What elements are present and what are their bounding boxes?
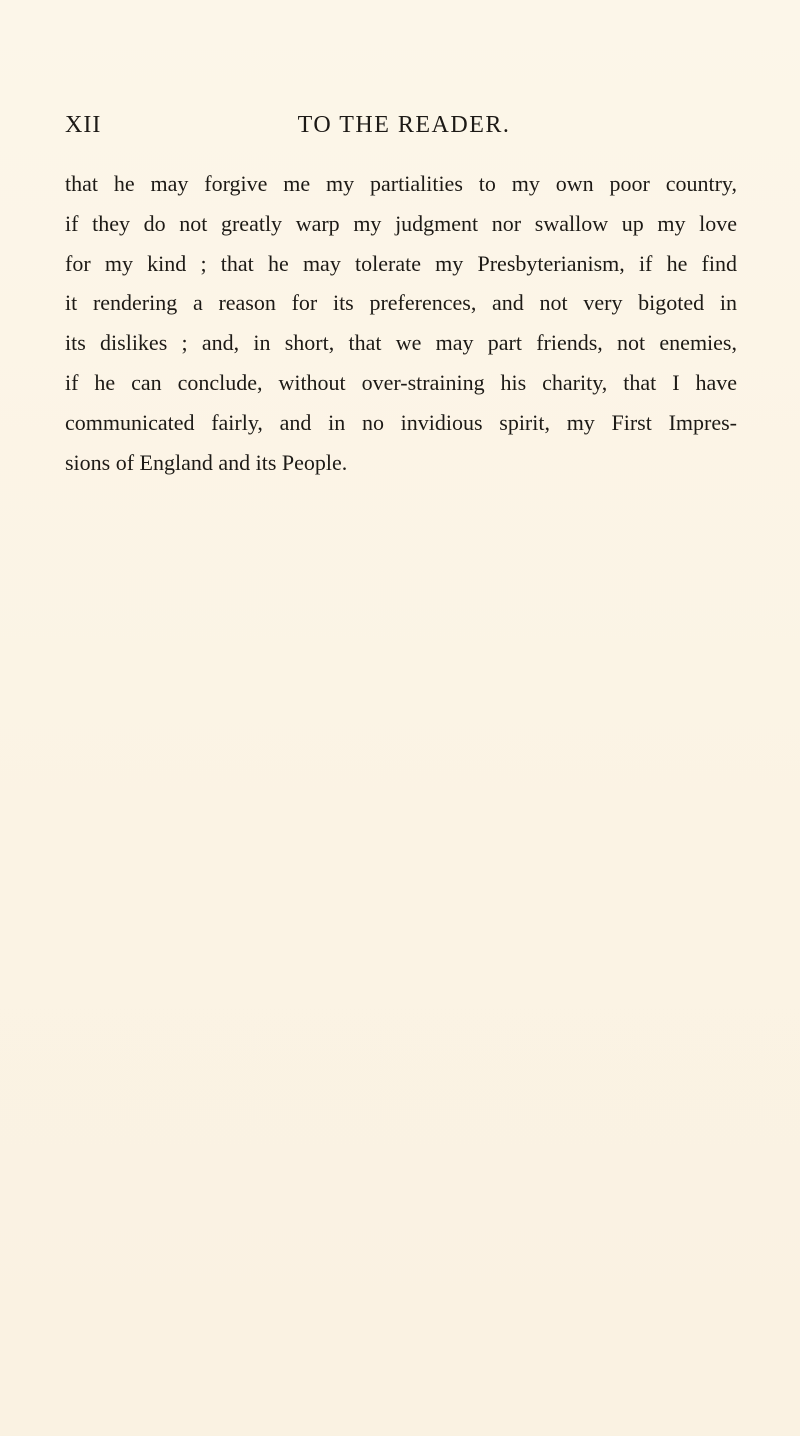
text-line: that he may forgive me my partialities to my own poor country,: [65, 171, 737, 196]
page-number: XII: [65, 112, 102, 138]
text-line: for my kind ; that he may tolerate my Presbyterianism, if he find: [65, 250, 737, 276]
text-line: it rendering a reason for its preferences, and not very bigoted in: [65, 290, 737, 316]
text-line: if they do not greatly warp my judgment nor swallow up my love: [65, 210, 737, 236]
text-line: communicated fairly, and in no invidious spirit, my First Impres-: [65, 409, 737, 435]
text-line: its dislikes ; and, in short, that we may part friends, not enemies,: [65, 330, 737, 356]
text-line: sions of England and its People.: [65, 449, 348, 475]
text-line: if he can conclude, without over-straining his charity, that I have: [65, 369, 737, 395]
running-head: [65, 112, 735, 142]
running-head-title: TO THE READER.: [297, 112, 511, 138]
body-paragraph: [65, 164, 737, 482]
